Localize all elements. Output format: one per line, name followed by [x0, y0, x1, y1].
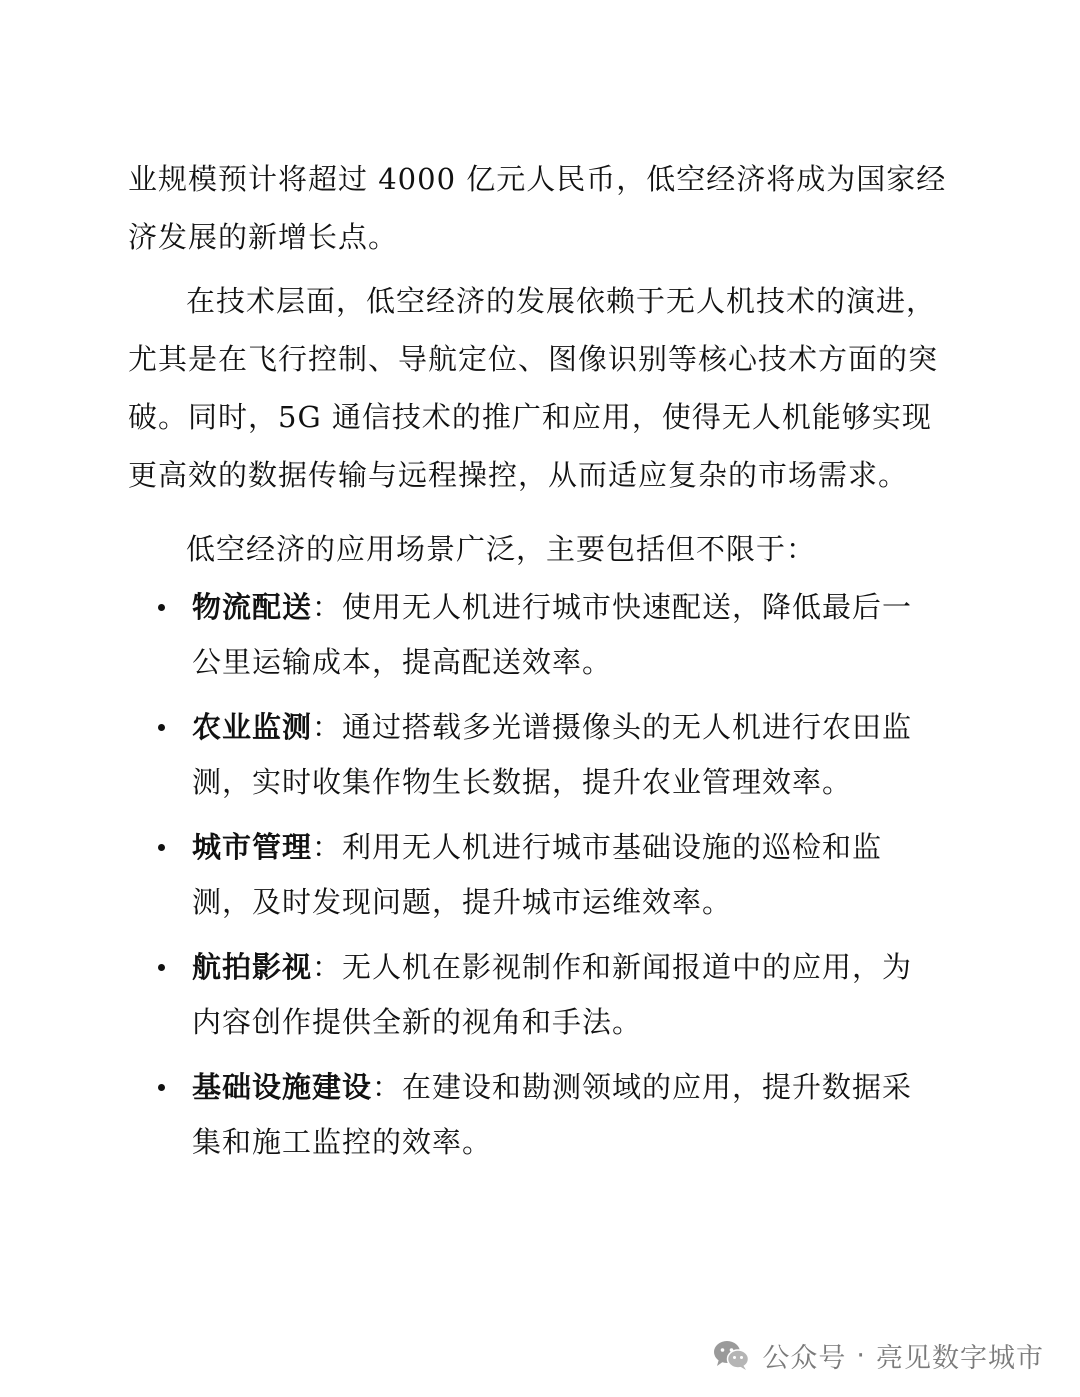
paragraph-technology: 在技术层面，低空经济的发展依赖于无人机技术的演进，尤其是在飞行控制、导航定位、图像识别等核心技术方面的突破。同时，5G 通信技术的推广和应用，使得无人机能够实现更高效的数据传输与远程操控，从而适应复杂的市场需求。: [128, 284, 939, 492]
list-item-term: 城市管理: [192, 830, 313, 864]
list-item-term: 航拍影视: [192, 950, 313, 984]
watermark-footer: [712, 1330, 1044, 1380]
list-item-term: 物流配送: [192, 590, 313, 624]
bullet-icon: [158, 1084, 165, 1091]
list-item-text: [192, 580, 932, 690]
wechat-icon: [712, 1339, 750, 1371]
list-item-description: ：在建设和勘测领域的应用，提升数据采集和施工监控的效率。: [192, 1070, 913, 1159]
footer-label: 公众号: [762, 1342, 847, 1374]
footer-separator: ·: [856, 1339, 866, 1371]
list-item-term: 农业监测: [192, 710, 313, 744]
list-item-text: [192, 1060, 932, 1170]
list-item-description: ：通过搭载多光谱摄像头的无人机进行农田监测，实时收集作物生长数据，提升农业管理效率。: [192, 710, 913, 799]
list-item-description: ：无人机在影视制作和新闻报道中的应用，为内容创作提供全新的视角和手法。: [192, 950, 913, 1039]
bullet-icon: [158, 724, 165, 731]
paragraph-market-scale: 业规模预计将超过 4000 亿元人民币，低空经济将成为国家经济发展的新增长点。: [128, 162, 947, 254]
bullet-icon: [158, 964, 165, 971]
paragraph-scenarios-intro: 低空经济的应用场景广泛，主要包括但不限于：: [186, 532, 817, 566]
list-item-text: [192, 700, 932, 810]
bullet-icon: [158, 604, 165, 611]
list-item-description: ：利用无人机进行城市基础设施的巡检和监测，及时发现问题，提升城市运维效率。: [192, 830, 883, 919]
bullet-icon: [158, 844, 165, 851]
list-item-text: [192, 820, 932, 930]
list-item-text: [192, 940, 932, 1050]
footer-account-name: 亮见数字城市: [876, 1342, 1044, 1374]
list-item-term: 基础设施建设: [192, 1070, 373, 1104]
list-item-description: ：使用无人机进行城市快速配送，降低最后一公里运输成本，提高配送效率。: [192, 590, 913, 679]
